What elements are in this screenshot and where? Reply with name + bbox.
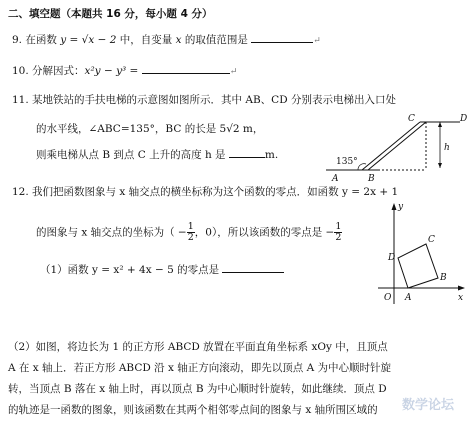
q9-function: y = √x − 2: [60, 34, 117, 46]
q10-answer-blank[interactable]: [142, 63, 230, 74]
q10-text: 分解因式：: [32, 65, 85, 77]
q11-answer-blank[interactable]: [229, 147, 265, 158]
q12-line1: 我们把函数图象与 x 轴交点的横坐标称为这个函数的零点．如函数 y = 2x + 1: [32, 186, 399, 198]
q12-fraction-1: [187, 222, 195, 243]
question-10: [12, 63, 237, 78]
fig1-label-b: B: [368, 174, 375, 184]
q12-sub2-line2: A 在 x 轴上．若正方形 ABCD 沿 x 轴正方向滚动，即先以顶点 A 为中心顺时针旋: [8, 362, 391, 374]
q12-sub2-line3: 转，当顶点 B 落在 x 轴上时，再以顶点 B 为中心顺时针旋转，如此继续．顶点 D: [8, 383, 387, 395]
fig1-label-a: A: [332, 174, 339, 184]
q12-line2-b: ，0），所以该函数的零点是 −: [194, 226, 335, 239]
q11-number: 11.: [12, 94, 29, 106]
q12-fraction-2-num: 1: [335, 221, 342, 232]
q9-text-b: 中，自变量: [116, 34, 176, 46]
fig1-h-arrowhead-down: [438, 163, 442, 168]
q12-line2-a: 的图象与 x 轴交点的坐标为（ −: [36, 226, 187, 239]
fig2-y-arrowhead: [392, 203, 397, 210]
fig1-label-d: D: [460, 114, 468, 124]
q9-variable: x: [175, 34, 182, 46]
q12-sub2-line1: （2）如图，将边长为 1 的正方形 ABCD 放置在平面直角坐标系 xOy 中，且顶点: [8, 341, 388, 353]
question-11-line1: [12, 92, 396, 107]
q9-answer-blank[interactable]: [251, 32, 313, 43]
q9-return-mark: ↵: [313, 36, 321, 46]
q9-text-a: 在函数: [25, 34, 61, 46]
q12-sub1-answer-blank[interactable]: [222, 262, 284, 273]
question-9: [12, 32, 321, 47]
q12-fraction-1-num: 1: [187, 221, 194, 232]
q11-line3-a: 则乘电梯从点 B 到点 C 上升的高度 h 是: [36, 149, 226, 161]
q12-sub2-line4: 的轨迹是一函数的图象，则该函数在其两个相邻零点间的图象与 x 轴所围区域的: [8, 404, 378, 416]
q10-expression: x²y − y³ =: [84, 65, 139, 77]
watermark-logo: 数学论坛: [402, 398, 455, 413]
fig1-angle-arc: [358, 164, 366, 170]
q10-number: 10.: [12, 65, 29, 77]
fig1-line-bc-upper: [362, 122, 420, 170]
question-12-line2: [36, 222, 342, 243]
question-12-line1: [12, 184, 398, 199]
question-11-line3: [36, 147, 278, 162]
q11-line2: 的水平线，∠ABC=135°，BC 的长是 5√2 m，: [36, 123, 264, 135]
fig2-label-y: y: [398, 202, 404, 212]
q11-line1: 某地铁站的手扶电梯的示意图如图所示．其中 AB、CD 分别表示电梯出入口处: [32, 94, 396, 106]
fig2-label-d: D: [388, 253, 396, 263]
q12-fraction-2: [334, 222, 342, 243]
fig1-label-h: h: [444, 143, 450, 153]
fig2-label-a: A: [405, 293, 412, 303]
fig2-square-abcd: [398, 244, 438, 288]
q12-number: 12.: [12, 186, 29, 198]
fig2-x-arrowhead: [458, 286, 465, 291]
fig2-label-c: C: [428, 235, 435, 245]
q12-fraction-2-den: 2: [335, 232, 342, 243]
question-12-sub1: [40, 262, 284, 277]
q9-text-c: 的取值范围是: [181, 34, 248, 46]
fig2-label-x: x: [458, 293, 464, 303]
fig1-angle-label: 135°: [336, 157, 358, 167]
fig2-label-o: O: [384, 293, 392, 303]
rolling-square-figure: [372, 200, 468, 308]
q12-fraction-1-den: 2: [187, 232, 194, 243]
q12-sub1-text: （1）函数 y = x² + 4x − 5 的零点是: [40, 264, 220, 276]
q9-number: 9.: [12, 34, 23, 46]
fig1-h-arrowhead-up: [438, 122, 442, 127]
section-title: 二、填空题（本题共 16 分，每小题 4 分）: [8, 8, 213, 20]
fig1-line-bc-lower: [368, 122, 426, 170]
escalator-figure: [322, 108, 470, 184]
fig1-label-c: C: [408, 114, 415, 124]
q11-line3-b: m.: [264, 149, 279, 161]
q10-return-mark: ↵: [229, 67, 238, 77]
fig2-label-b: B: [440, 273, 447, 283]
